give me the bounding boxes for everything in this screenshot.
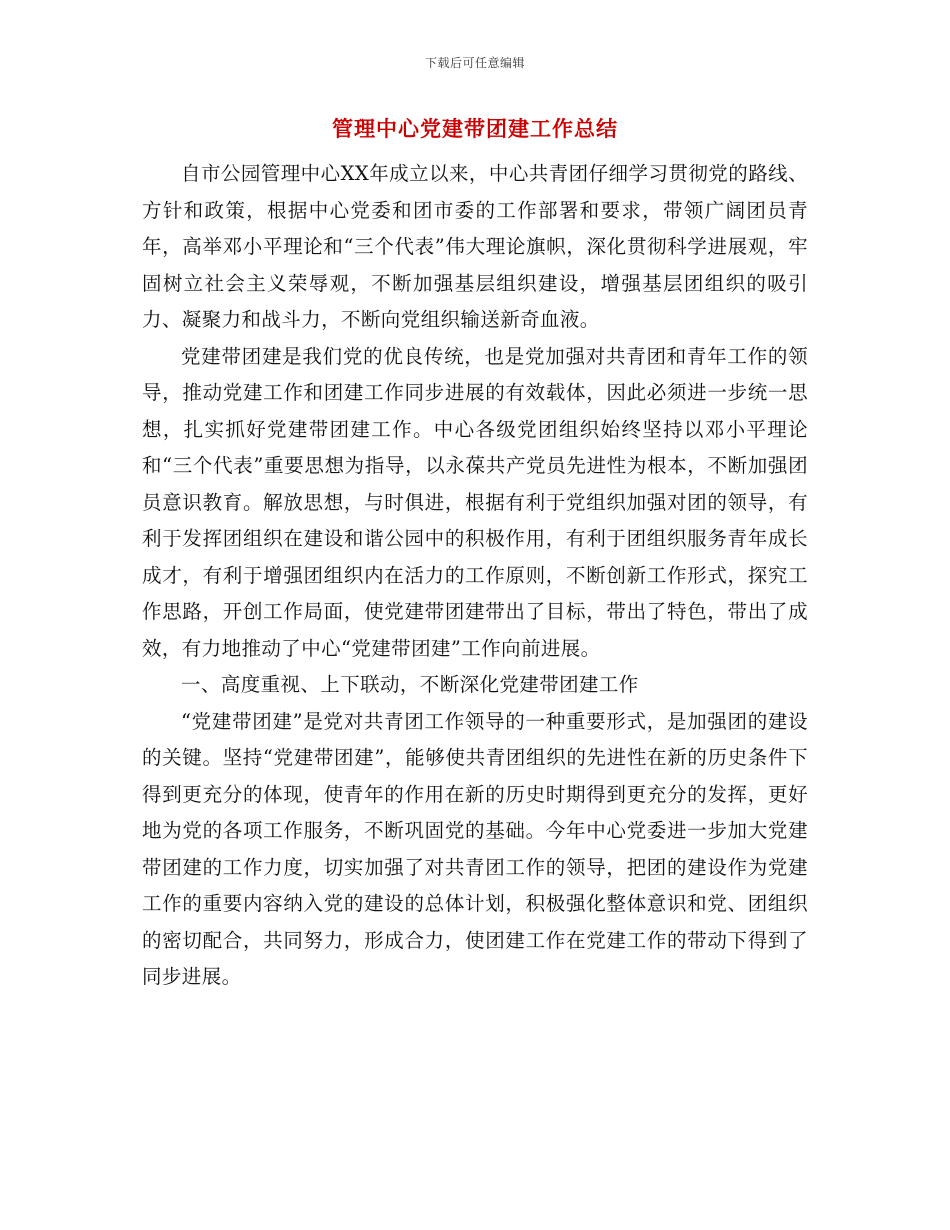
paragraph-intro: 自市公园管理中心XX年成立以来，中心共青团仔细学习贯彻党的路线、方针和政策，根据中心党委和团市委的工作部署和要求，带领广阔团员青年，高举邓小平理论和“三个代表”伟大理论旗帜，深化贯彻科学进展观，牢固树立社会主义荣辱观，不断加强基层组织建设，增强基层团组织的吸引力、凝聚力和战斗力，不断向党组织输送新奇血液。	[142, 162, 808, 331]
document-title: 管理中心党建带团建工作总结	[332, 116, 618, 141]
section-heading-1: 一、高度重视、上下联动，不断深化党建带团建工作	[181, 673, 639, 696]
paragraph-section-1: “党建带团建”是党对共青团工作领导的一种重要形式，是加强团的建设的关键。坚持“党建带团建”，能够使共青团组织的先进性在新的历史条件下得到更充分的体现，使青年的作用在新的历史时期得到更充分的发挥，更好地为党的各项工作服务，不断巩固党的基础。今年中心党委进一步加大党建带团建的工作力度，切实加强了对共青团工作的领导，把团的建设作为党建工作的重要内容纳入党的建设的总体计划，积极强化整体意识和党、团组织的密切配合，共同努力，形成合力，使团建工作在党建工作的带动下得到了同步进展。	[142, 709, 808, 988]
document-body	[142, 156, 808, 996]
paragraph-party-building: 党建带团建是我们党的优良传统，也是党加强对共青团和青年工作的领导，推动党建工作和团建工作同步进展的有效载体，因此必须进一步统一思想，扎实抓好党建带团建工作。中心各级党团组织始终坚持以邓小平理论和“三个代表”重要思想为指导，以永葆共产党员先进性为根本，不断加强团员意识教育。解放思想，与时俱进，根据有利于党组织加强对团的领导，有利于发挥团组织在建设和谐公园中的积极作用，有利于团组织服务青年成长成才，有利于增强团组织内在活力的工作原则，不断创新工作形式，探究工作思路，开创工作局面，使党建带团建带出了目标，带出了特色，带出了成效，有力地推动了中心“党建带团建”工作向前进展。	[142, 344, 808, 660]
header-note: 下载后可任意编辑	[424, 56, 525, 70]
